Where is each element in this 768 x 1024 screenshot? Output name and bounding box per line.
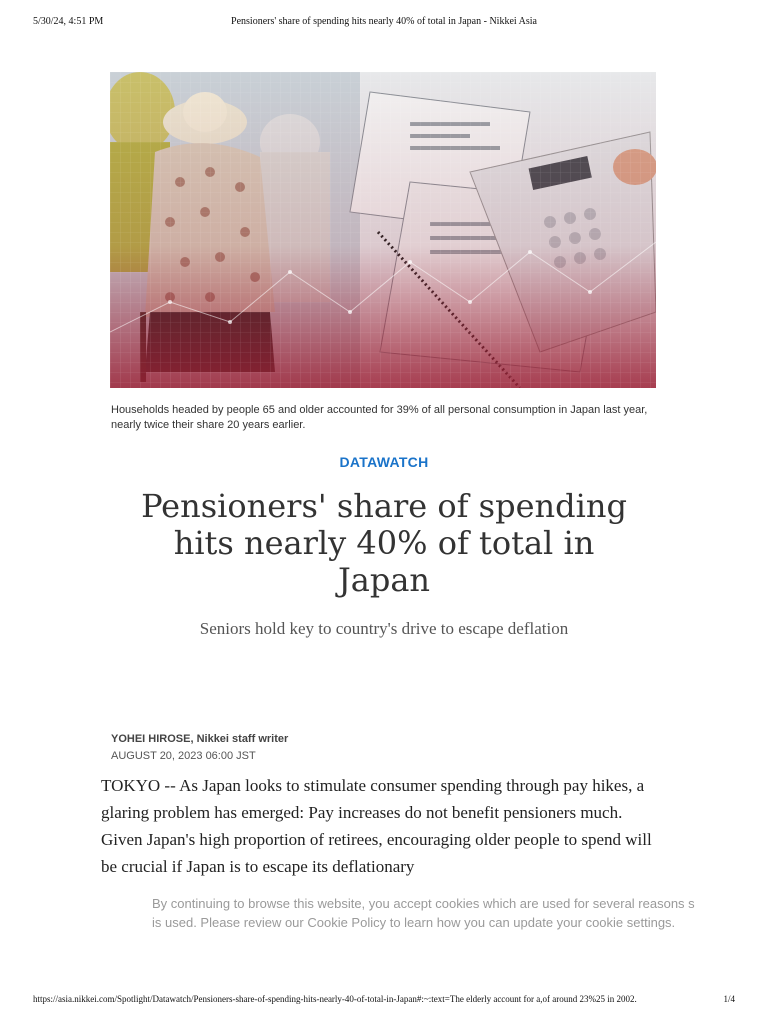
print-page-title: Pensioners' share of spending hits nearly 40% of total in Japan - Nikkei Asia (231, 16, 537, 27)
section-link-datawatch[interactable]: DATAWATCH (339, 454, 429, 470)
article-subheadline: Seniors hold key to country's drive to escape deflation (199, 619, 569, 638)
cookie-message-line-1: By continuing to browse this website, you accept cookies which are used for several reasons s (152, 896, 695, 911)
cookie-message-line-2[interactable]: is used. Please review our Cookie Policy to learn how you can update your cookie settings. (152, 915, 676, 930)
print-header (33, 16, 735, 30)
print-footer (33, 994, 735, 1008)
author-byline[interactable]: YOHEI HIROSE, Nikkei staff writer (111, 733, 289, 745)
article-body: TOKYO -- As Japan looks to stimulate consumer spending through pay hikes, a glaring problem has emerged: Pay increases do not benefit pensioners much. Given Japan's high proportion of retirees, encouraging older people to spend will be crucial if Japan is to escape its deflationary (101, 776, 652, 876)
print-url: https://asia.nikkei.com/Spotlight/Datawatch/Pensioners-share-of-spending-hits-nearly-40-of-total-in-Japan#:~:text=The elderly account for a,of around 23%25 in 2002. (33, 994, 637, 1004)
article-headline: Pensioners' share of spending hits nearly 40% of total in Japan (141, 487, 627, 599)
image-caption: Households headed by people 65 and older accounted for 39% of all personal consumption in Japan last year, nearly twice their share 20 years earlier. (111, 404, 648, 431)
publish-date: AUGUST 20, 2023 06:00 JST (111, 750, 256, 762)
page-number: 1/4 (723, 994, 735, 1004)
print-date: 5/30/24, 4:51 PM (33, 16, 104, 27)
cookie-message (152, 894, 697, 932)
hero-image (110, 72, 656, 388)
